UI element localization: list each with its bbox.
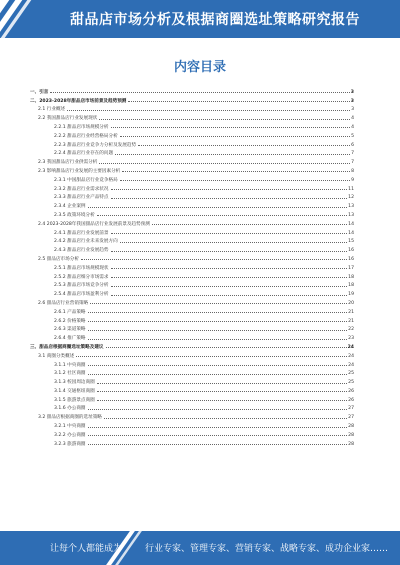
toc-entry-label: 2.1 行业概述 — [38, 107, 66, 113]
toc-entry-page: 16 — [348, 256, 354, 262]
toc-entry[interactable] — [24, 403, 354, 412]
toc-entry-page: 24 — [347, 344, 354, 350]
dot-leader — [88, 206, 348, 208]
toc-entry-page: 26 — [348, 397, 354, 403]
toc-entry-page: 7 — [351, 160, 354, 166]
dot-leader — [67, 109, 350, 111]
toc-entry-label: 3.1.6 办公商圈 — [54, 406, 86, 412]
toc-entry-page: 28 — [348, 432, 354, 438]
toc-entry[interactable] — [24, 324, 354, 333]
dot-leader — [88, 426, 348, 428]
toc-entry-page: 11 — [348, 186, 354, 192]
toc-entry[interactable] — [24, 411, 354, 420]
toc-entry-label: 2.4.1 甜品店行业发展前景 — [54, 230, 109, 236]
toc-entry-label: 3.1.4 交通枢纽商圈 — [54, 388, 95, 394]
toc-entry[interactable] — [24, 315, 354, 324]
toc-entry-label: 2.2.4 甜品店行业存在的问题 — [54, 151, 114, 157]
dot-leader — [76, 355, 347, 357]
toc-entry-page: 21 — [348, 309, 354, 315]
toc-heading: 内容目录 — [173, 60, 226, 75]
toc-entry[interactable] — [24, 350, 354, 359]
toc-entry-page: 28 — [348, 424, 354, 430]
footer-tagline: 行业专家、管理专家、营销专家、战略专家、成功企业家…… — [145, 544, 389, 554]
toc-entry[interactable] — [24, 438, 354, 447]
toc-entry-label: 2.2 我国甜品店行业发展现状 — [38, 116, 98, 122]
toc-entry-page: 24 — [348, 353, 354, 359]
toc-entry-label: 2.3 我国甜品店行业供需分析 — [38, 160, 98, 166]
toc-entry-label: 2.6.3 渠道策略 — [54, 327, 86, 333]
toc-entry-label: 2.3 影响甜品店行业发展的主要因素分析 — [38, 168, 121, 174]
toc-entry-label: 2.2.1 甜品店市场规模分析 — [54, 124, 109, 130]
toc-entry-label: 3.1.2 社区商圈 — [54, 371, 86, 377]
toc-entry-page: 3 — [350, 89, 354, 95]
report-title: 甜品店市场分析及根据商圈选址策略研究报告 — [70, 12, 360, 28]
toc-entry[interactable] — [24, 148, 354, 157]
dot-leader — [111, 267, 348, 269]
toc-entry-label: 2.2.2 甜品店行业经营格局分析 — [54, 133, 118, 139]
toc-entry-page: 12 — [348, 195, 354, 201]
toc-entry[interactable] — [24, 385, 354, 394]
dot-leader — [99, 162, 350, 164]
toc-entry[interactable] — [24, 244, 354, 253]
toc-entry-page: 25 — [348, 371, 354, 377]
toc-entry[interactable] — [24, 183, 354, 192]
toc-entry-page: 23 — [348, 336, 354, 342]
toc-entry-page: 8 — [351, 168, 354, 174]
toc-entry-label: 3.2 甜品店根据商圈的选址策略 — [38, 415, 102, 421]
toc-entry-label: 2.6.2 价格策略 — [54, 318, 86, 324]
toc-entry-label: 3.2.1 中央商圈 — [54, 424, 86, 430]
dot-leader — [111, 276, 348, 278]
toc-entry-page: 3 — [351, 107, 354, 113]
toc-entry-label: 3.1.1 中央商圈 — [54, 362, 86, 368]
toc-entry[interactable] — [24, 112, 354, 121]
toc-entry[interactable] — [24, 86, 354, 95]
toc-entry-page: 20 — [348, 300, 354, 306]
toc-entry-label: 2.4.2 甜品店行业未来发展方向 — [54, 239, 118, 245]
toc-entry[interactable] — [24, 104, 354, 113]
toc-entry-label: 一、引言 — [30, 89, 49, 95]
toc-entry-page: 18 — [348, 283, 354, 289]
toc-entry[interactable] — [24, 262, 354, 271]
dot-leader — [97, 399, 347, 401]
dot-leader — [88, 373, 348, 375]
toc-entry-label: 3.2.3 旅游商圈 — [54, 441, 86, 447]
dot-leader — [88, 320, 348, 322]
toc-entry[interactable] — [24, 394, 354, 403]
toc-entry-page: 13 — [348, 204, 354, 210]
toc-entry-label: 3.1.5 旅游景点商圈 — [54, 397, 95, 403]
dot-leader — [97, 390, 347, 392]
footer-banner — [0, 531, 400, 565]
toc-entry-label: 二、2023-2028年甜品店市场前景及趋势预测 — [30, 98, 127, 104]
toc-entry-label: 三、甜品店根据商圈选址策略及建议 — [30, 344, 104, 350]
toc-entry-page: 25 — [348, 380, 354, 386]
toc-entry-page: 13 — [348, 212, 354, 218]
toc-entry-page: 28 — [348, 441, 354, 447]
dot-leader — [88, 443, 348, 445]
toc-entry[interactable] — [24, 218, 354, 227]
toc-entry[interactable] — [24, 332, 354, 341]
toc-entry[interactable] — [24, 306, 354, 315]
toc-entry[interactable] — [24, 376, 354, 385]
toc-entry[interactable] — [24, 139, 354, 148]
toc-entry-label: 2.5.2 甜品店细分市场需求 — [54, 274, 109, 280]
dot-leader — [111, 285, 348, 287]
toc-entry[interactable] — [24, 368, 354, 377]
dot-leader — [111, 250, 348, 252]
dot-leader — [97, 382, 347, 384]
toc-entry[interactable] — [24, 156, 354, 165]
toc-entry-page: 19 — [348, 292, 354, 298]
toc-entry[interactable] — [24, 121, 354, 130]
dot-leader — [90, 302, 347, 304]
dot-leader — [88, 311, 348, 313]
toc-entry[interactable] — [24, 200, 354, 209]
toc-entry[interactable] — [24, 192, 354, 201]
toc-entry-page: 24 — [348, 362, 354, 368]
toc-entry[interactable] — [24, 95, 354, 104]
dot-leader — [106, 346, 347, 348]
dot-leader — [50, 91, 349, 93]
toc-entry-label: 2.5.1 甜品店市场规模现状 — [54, 265, 109, 271]
dot-leader — [111, 294, 348, 296]
dot-leader — [115, 153, 350, 155]
toc-entry-page: 27 — [348, 406, 354, 412]
dot-leader — [81, 258, 347, 260]
toc-entry[interactable] — [24, 165, 354, 174]
toc-entry-page: 5 — [351, 133, 354, 139]
dot-leader — [111, 197, 348, 199]
dot-leader — [120, 179, 350, 181]
toc-entry-label: 2.6.1 产品策略 — [54, 309, 86, 315]
toc-entry-page: 16 — [348, 248, 354, 254]
toc-entry-page: 26 — [348, 388, 354, 394]
toc-entry-label: 2.3.1 中国甜品店行业竞争格局 — [54, 177, 118, 183]
toc-entry[interactable] — [24, 130, 354, 139]
toc-entry-page: 7 — [351, 151, 354, 157]
table-of-contents — [24, 86, 354, 447]
toc-entry[interactable] — [24, 297, 354, 306]
dot-leader — [88, 434, 348, 436]
dot-leader — [88, 408, 348, 410]
toc-entry-label: 2.2.3 甜品店行业竞争力分析及发展趋势 — [54, 142, 137, 148]
dot-leader — [99, 118, 350, 120]
toc-entry-label: 2.4 2023-2028年我国甜品店行业发展前景及趋势预测 — [38, 221, 150, 227]
toc-entry-label: 3.1.3 校园周边商圈 — [54, 380, 95, 386]
toc-entry-label: 2.3.4 企业案例 — [54, 204, 86, 210]
toc-entry-page: 27 — [348, 415, 354, 421]
header-banner — [0, 0, 400, 38]
toc-entry-page: 3 — [350, 98, 354, 104]
dot-leader — [120, 241, 347, 243]
toc-entry-page: 6 — [351, 142, 354, 148]
dot-leader — [111, 232, 348, 234]
dot-leader — [97, 214, 347, 216]
dot-leader — [152, 223, 347, 225]
toc-entry[interactable] — [24, 288, 354, 297]
toc-entry-page: 14 — [348, 221, 354, 227]
dot-leader — [138, 144, 350, 146]
toc-entry-label: 3.2.2 办公商圈 — [54, 432, 86, 438]
toc-entry-page: 14 — [348, 230, 354, 236]
toc-entry-label: 2.3.5 政策环境分析 — [54, 212, 95, 218]
dot-leader — [104, 417, 347, 419]
toc-entry[interactable] — [24, 236, 354, 245]
toc-entry-page: 21 — [348, 318, 354, 324]
toc-entry[interactable] — [24, 227, 354, 236]
toc-entry[interactable] — [24, 271, 354, 280]
toc-entry[interactable] — [24, 209, 354, 218]
toc-entry[interactable] — [24, 174, 354, 183]
dot-leader — [111, 126, 351, 128]
toc-entry-label: 2.5.3 甜品店市场竞争分析 — [54, 283, 109, 289]
toc-entry-label: 2.3.2 甜品店行业需求状况 — [54, 186, 109, 192]
footer-slogan: 让每个人都能成为 — [50, 544, 123, 554]
toc-entry-page: 4 — [351, 124, 354, 130]
toc-entry[interactable] — [24, 359, 354, 368]
toc-entry[interactable] — [24, 429, 354, 438]
toc-entry-page: 22 — [348, 327, 354, 333]
dot-leader — [122, 170, 350, 172]
dot-leader — [88, 338, 348, 340]
dot-leader — [120, 135, 350, 137]
toc-entry-label: 2.6.4 推广策略 — [54, 336, 86, 342]
toc-entry-label: 2.4.3 甜品店行业发展趋势 — [54, 248, 109, 254]
dot-leader — [88, 364, 348, 366]
dot-leader — [111, 188, 348, 190]
dot-leader — [88, 329, 348, 331]
toc-entry-label: 2.5.4 甜品店市场盈利分析 — [54, 292, 109, 298]
toc-entry-page: 17 — [348, 265, 354, 271]
dot-leader — [128, 100, 349, 102]
toc-entry-label: 2.5 甜品店市场分析 — [38, 256, 79, 262]
toc-entry[interactable] — [24, 253, 354, 262]
toc-entry[interactable] — [24, 420, 354, 429]
toc-entry-page: 18 — [348, 274, 354, 280]
toc-entry-page: 9 — [351, 177, 354, 183]
toc-entry-page: 4 — [351, 116, 354, 122]
toc-entry-page: 15 — [348, 239, 354, 245]
toc-entry-label: 3.1 商圈分类概述 — [38, 353, 75, 359]
toc-entry[interactable] — [24, 280, 354, 289]
toc-entry-label: 2.3.3 甜品店行业产品特点 — [54, 195, 109, 201]
toc-entry-label: 2.6 甜品店行业营销策略 — [38, 300, 89, 306]
toc-entry[interactable] — [24, 341, 354, 350]
